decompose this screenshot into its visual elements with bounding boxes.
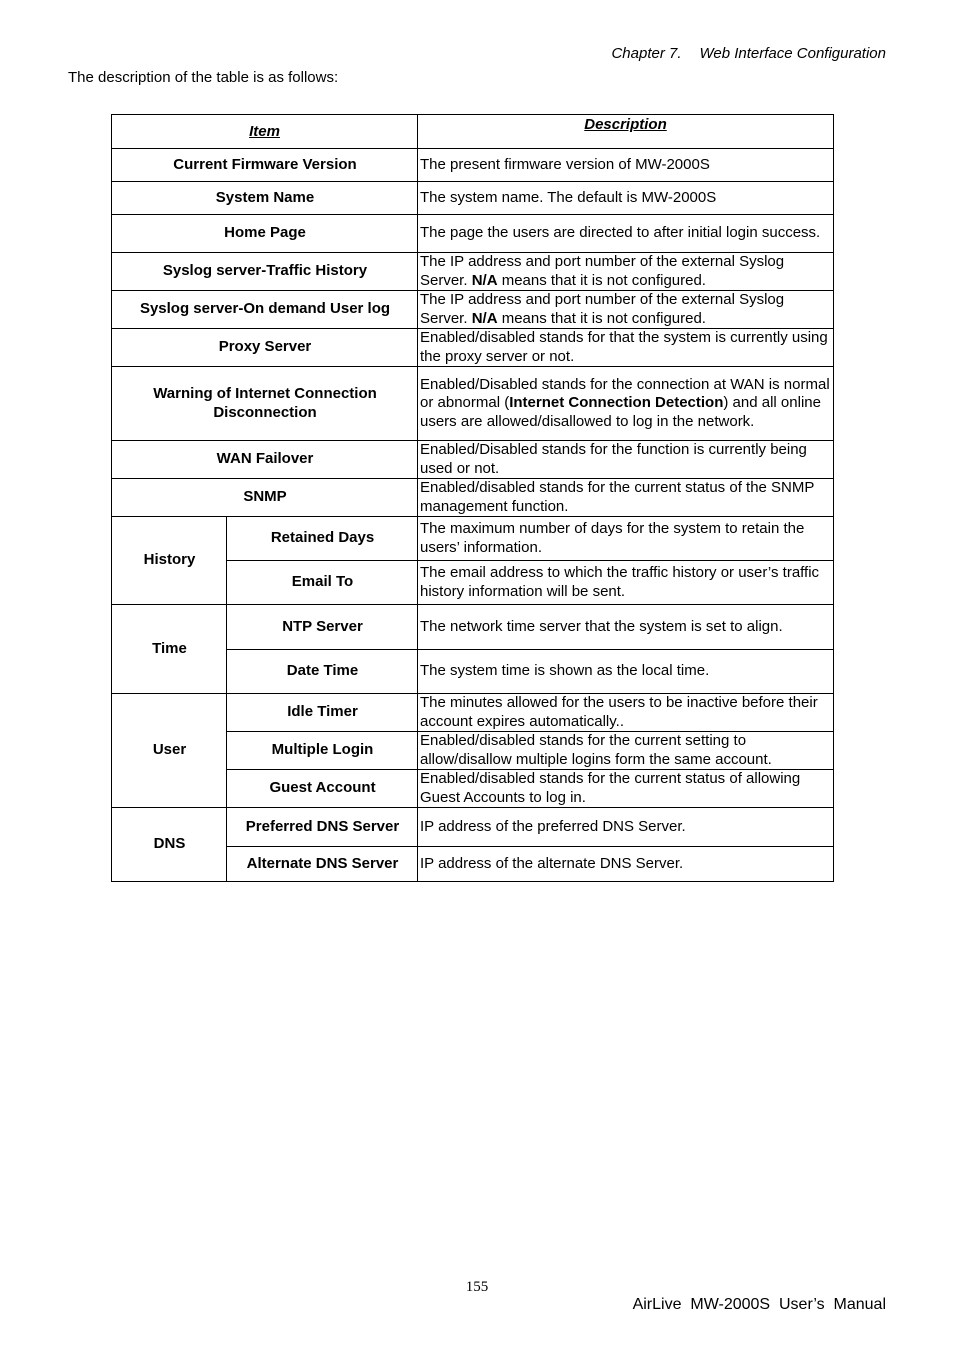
table-row [112, 182, 834, 215]
row-item: WAN Failover [112, 441, 418, 479]
row-item: System Name [112, 182, 418, 215]
row-description: The page the users are directed to after initial login success. [418, 215, 834, 253]
row-description: Enabled/Disabled stands for the function is currently being used or not. [418, 441, 834, 479]
row-description: The minutes allowed for the users to be inactive before their account expires automatically.. [418, 694, 834, 732]
table-row [112, 215, 834, 253]
row-item: Idle Timer [227, 694, 418, 732]
group-label-user: User [112, 694, 227, 808]
table-row [112, 808, 834, 847]
header-description: Description [418, 115, 834, 149]
row-item: Preferred DNS Server [227, 808, 418, 847]
page-number: 155 [465, 1279, 489, 1295]
header-item: Item [112, 115, 418, 149]
table-row [112, 694, 834, 732]
manual-title: AirLive MW-2000S User’s Manual [632, 1296, 886, 1313]
row-item: Syslog server-On demand User log [112, 291, 418, 329]
row-description: Enabled/disabled stands for that the system is currently using the proxy server or not. [418, 329, 834, 367]
row-description: Enabled/Disabled stands for the connection at WAN is normal or abnormal (Internet Connection Detection) and all online users are allowed/disallowed to log in the network. [418, 367, 834, 441]
group-label-history: History [112, 517, 227, 605]
section-label: Web Interface Configuration [699, 45, 886, 62]
row-description: The IP address and port number of the external Syslog Server. N/A means that it is not configured. [418, 291, 834, 329]
intro-text: The description of the table is as follows: [68, 69, 339, 86]
table-row [112, 291, 834, 329]
row-description: The IP address and port number of the external Syslog Server. N/A means that it is not configured. [418, 253, 834, 291]
row-description: The maximum number of days for the system to retain the users’ information. [418, 517, 834, 561]
row-item: Proxy Server [112, 329, 418, 367]
row-description: Enabled/disabled stands for the current status of allowing Guest Accounts to log in. [418, 770, 834, 808]
row-description: Enabled/disabled stands for the current setting to allow/disallow multiple logins form the same account. [418, 732, 834, 770]
row-item: Date Time [227, 650, 418, 694]
row-item: Email To [227, 561, 418, 605]
group-label-dns: DNS [112, 808, 227, 882]
table-row [112, 253, 834, 291]
row-item: Warning of Internet Connection Disconnection [112, 367, 418, 441]
row-item: NTP Server [227, 605, 418, 650]
table-row [112, 479, 834, 517]
row-item: Home Page [112, 215, 418, 253]
row-item: Syslog server-Traffic History [112, 253, 418, 291]
row-description: Enabled/disabled stands for the current status of the SNMP management function. [418, 479, 834, 517]
row-description: The network time server that the system is set to align. [418, 605, 834, 650]
row-item: Guest Account [227, 770, 418, 808]
group-label-time: Time [112, 605, 227, 694]
table-header-row [112, 115, 834, 149]
table-row [112, 367, 834, 441]
row-description: The system name. The default is MW-2000S [418, 182, 834, 215]
row-item: Retained Days [227, 517, 418, 561]
row-description: The present firmware version of MW-2000S [418, 149, 834, 182]
table-row [112, 329, 834, 367]
table-row [112, 149, 834, 182]
table-row [112, 517, 834, 561]
row-description: IP address of the preferred DNS Server. [418, 808, 834, 847]
row-item: SNMP [112, 479, 418, 517]
row-description: IP address of the alternate DNS Server. [418, 847, 834, 882]
description-table [111, 114, 834, 882]
row-description: The email address to which the traffic history or user’s traffic history information will be sent. [418, 561, 834, 605]
row-item: Multiple Login [227, 732, 418, 770]
table-row [112, 605, 834, 650]
page-header [611, 45, 886, 62]
row-item: Alternate DNS Server [227, 847, 418, 882]
chapter-label: Chapter 7. [611, 45, 682, 62]
row-description: The system time is shown as the local time. [418, 650, 834, 694]
row-item: Current Firmware Version [112, 149, 418, 182]
table-row [112, 441, 834, 479]
